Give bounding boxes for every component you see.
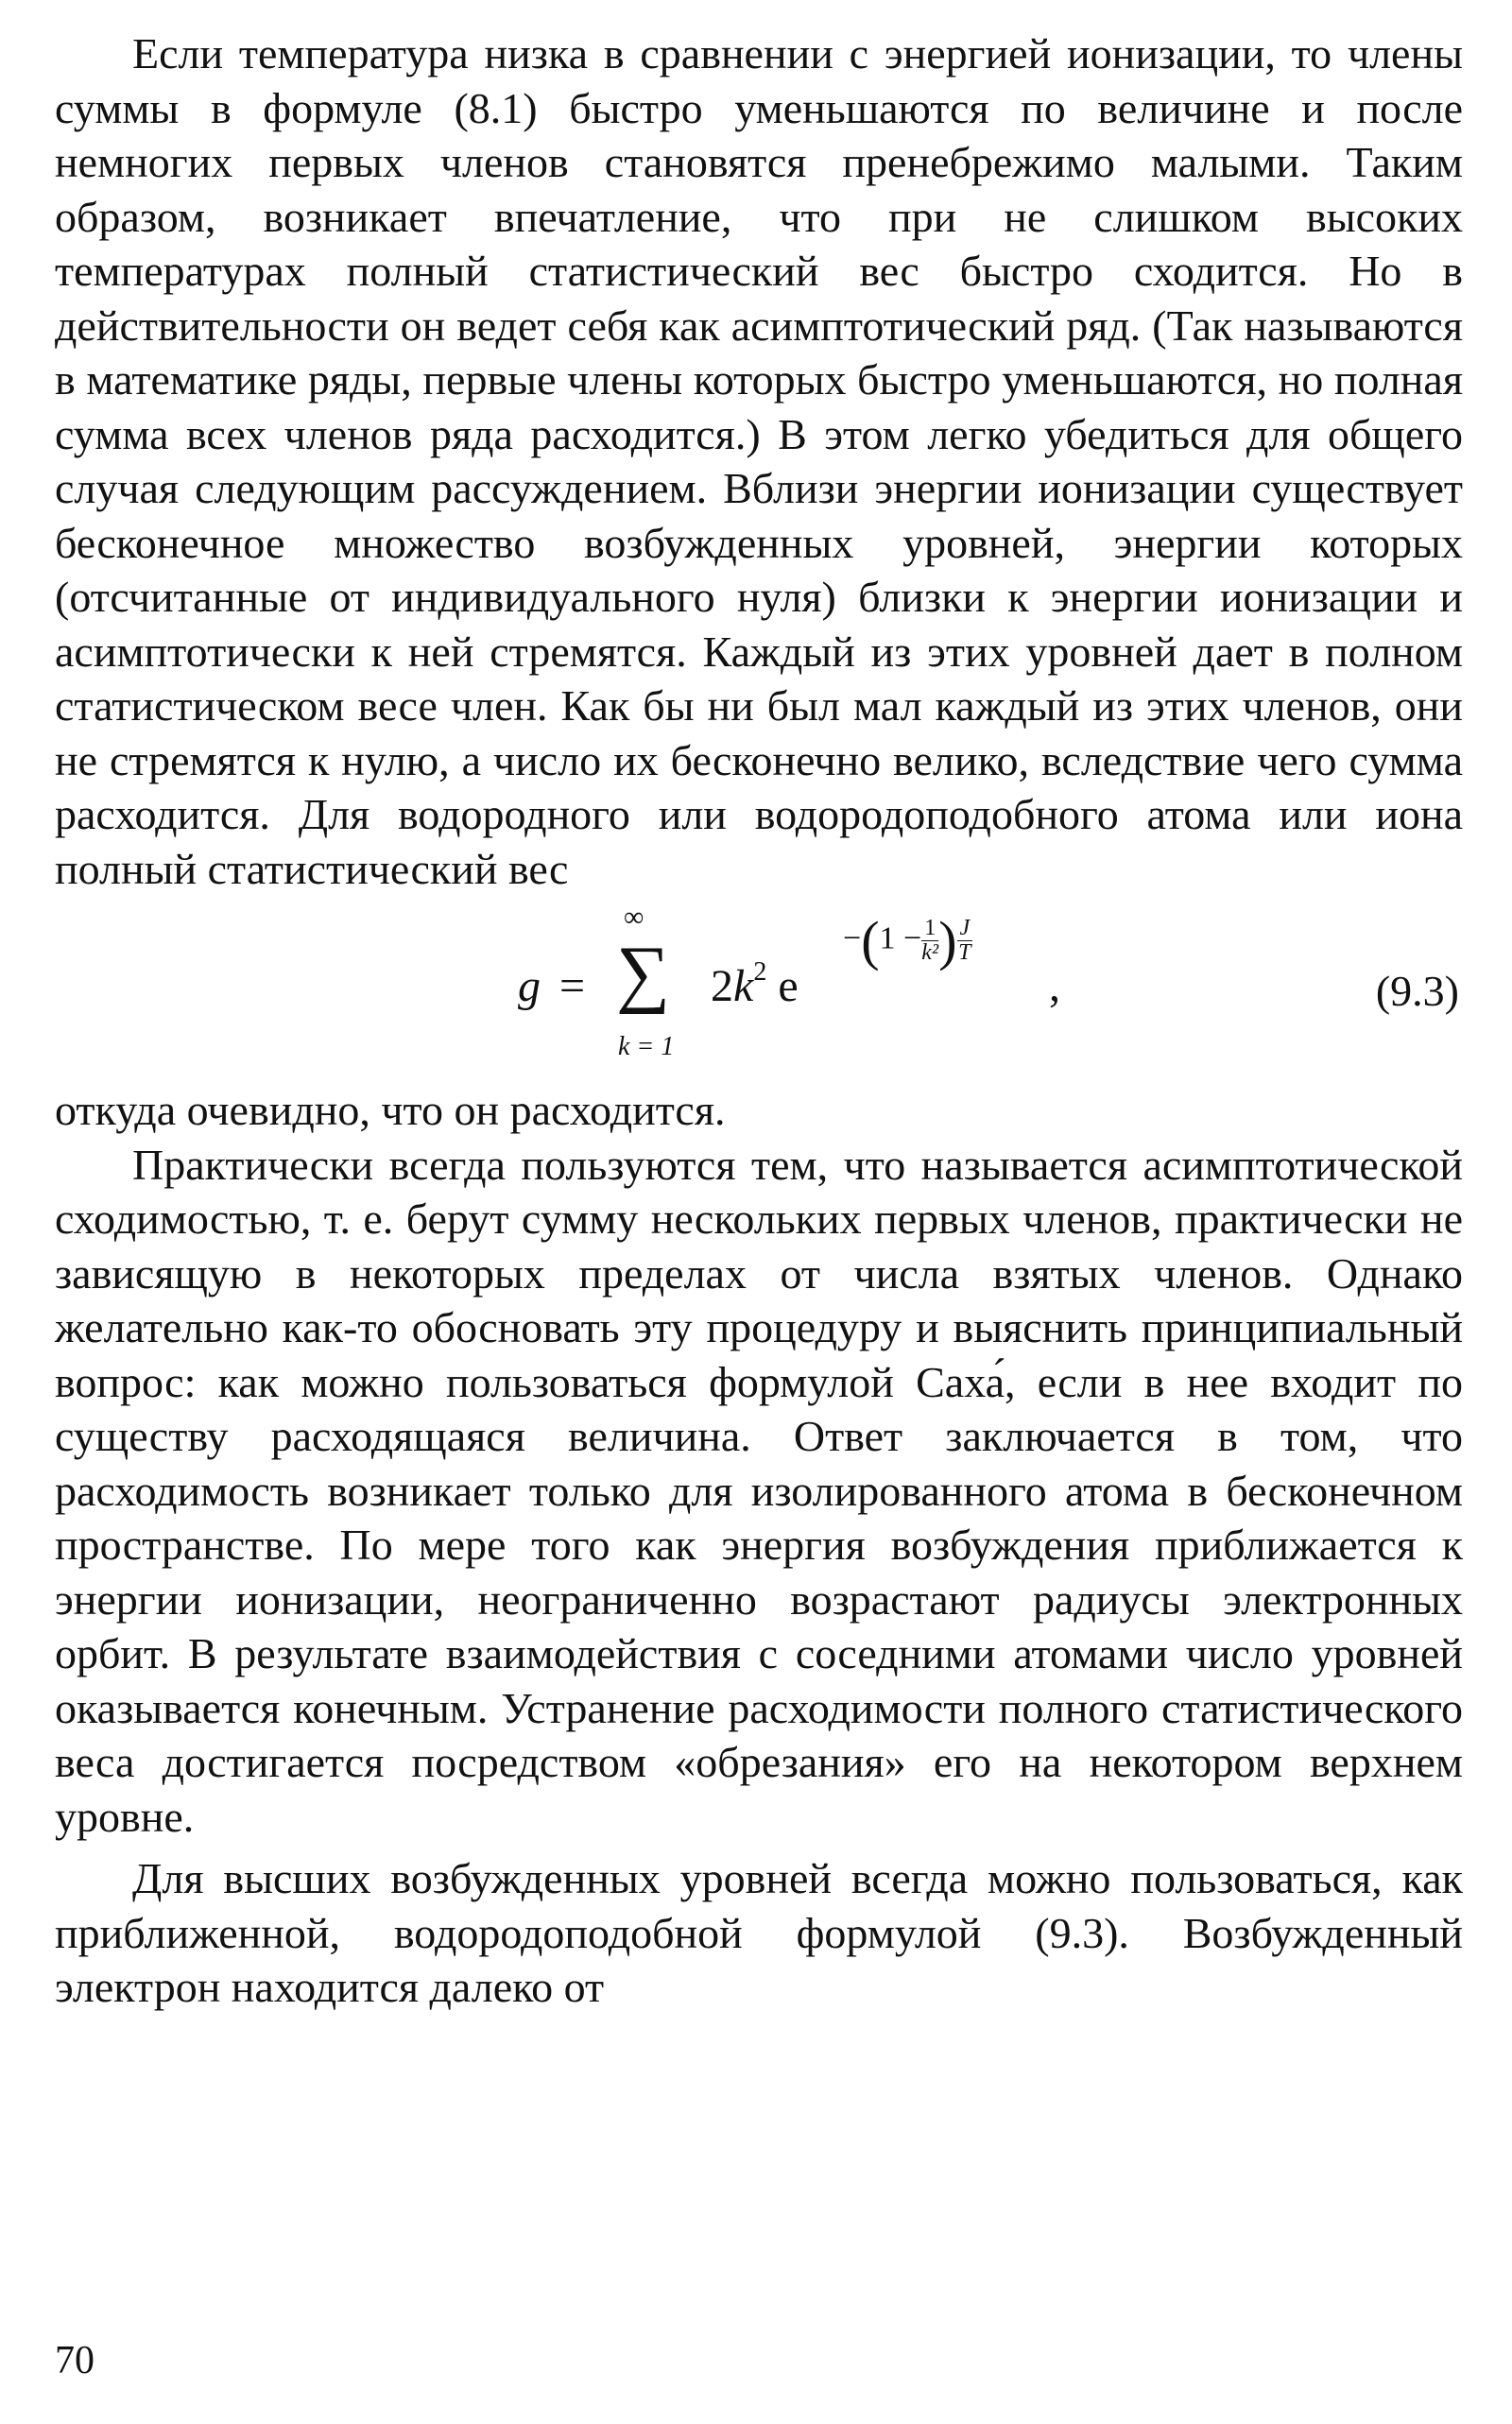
- sum-sign: ∑: [616, 932, 671, 1015]
- exponent-ratio: [957, 917, 973, 965]
- equation-lhs: g: [518, 961, 541, 1011]
- paragraph-1: Если температура низка в сравнении с энергией ионизации, то члены суммы в формуле (8.1) быстро уменьшаются по величине и после немногих первых членов становятся пренебрежимо малыми. Таким образом, возникает впечатление, что при не слишком высоких температурах полный статистический вес быстро сходится. Но в действительности он ведет себя как асимптотический ряд. (Так называются в математике ряды, первые члены которых быстро уменьшаются, но полная сумма всех членов ряда расходится.) В этом легко убедиться для общего случая следующим рассуждением. Вблизи энергии ионизации существует бесконечное множество возбужденных уровней, энергии которых (отсчитанные от индивидуального нуля) близки к энергии ионизации и асимптотически к ней стремятся. Каждый из этих уровней дает в полном статистическом весе член. Как бы ни был мал каждый из этих членов, они не стремятся к нулю, а число их бесконечно велико, вследствие чего сумма расходится. Для водородного или водородоподобного атома или иона полный статистический вес: [55, 29, 1463, 893]
- paragraph-3: Для высших возбужденных уровней всегда можно пользоваться, как приближенной, водородоподобной формулой (9.3). Возбужденный электрон находится далеко от: [55, 1854, 1463, 2011]
- exponent-ratio-numerator: J: [957, 917, 973, 941]
- term-power: 2: [753, 957, 767, 987]
- term-base: e: [766, 961, 799, 1011]
- sum-upper-limit: ∞: [624, 902, 644, 933]
- exponent-one: 1 −: [879, 920, 922, 956]
- term-variable: k: [733, 961, 754, 1011]
- sum-term: [711, 957, 799, 1012]
- exponent-open-paren: (: [861, 910, 880, 971]
- exponent-close-paren: ): [938, 910, 957, 971]
- exponent-ratio-denominator: T: [958, 940, 971, 965]
- exponent-fraction-denominator: k²: [921, 940, 939, 965]
- sum-lower-limit: k = 1: [618, 1032, 675, 1061]
- equation-number: (9.3): [1375, 967, 1459, 1015]
- exponent-fraction-numerator: 1: [921, 917, 938, 941]
- page-body: [55, 26, 1463, 2015]
- equation-expression: [463, 902, 1125, 1079]
- exponent-sign: −: [843, 920, 862, 956]
- paragraph-1-continuation: откуда очевидно, что он расходится.: [55, 1086, 726, 1134]
- paragraph-2: Практически всегда пользуются тем, что называется асимптотической сходимостью, т. е. берут сумму нескольких первых членов, практически не зависящую в некоторых пределах от числа взятых членов. Однако желательно как-то обосновать эту процедуру и выяснить принципиальный вопрос: как можно пользоваться формулой Саха́, если в нее входит по существу расходящаяся величина. Ответ заключается в том, что расходимость возникает только для изолированного атома в бесконечном пространстве. По мере того как энергия возбуждения приближается к энергии ионизации, неограниченно возрастают радиусы электронных орбит. В результате взаимодействия с соседними атомами число уровней оказывается конечным. Устранение расходимости полного статистического веса достигается посредством «обрезания» его на некотором верхнем уровне.: [55, 1140, 1463, 1841]
- equation-9-3: [55, 902, 1463, 1079]
- exponent-fraction: [921, 917, 938, 965]
- page-number: 70: [55, 2339, 94, 2382]
- equation-equals: =: [559, 961, 586, 1011]
- equation-comma: ,: [1049, 961, 1060, 1011]
- term-coefficient: 2: [711, 961, 733, 1011]
- term-exponent: [843, 909, 972, 972]
